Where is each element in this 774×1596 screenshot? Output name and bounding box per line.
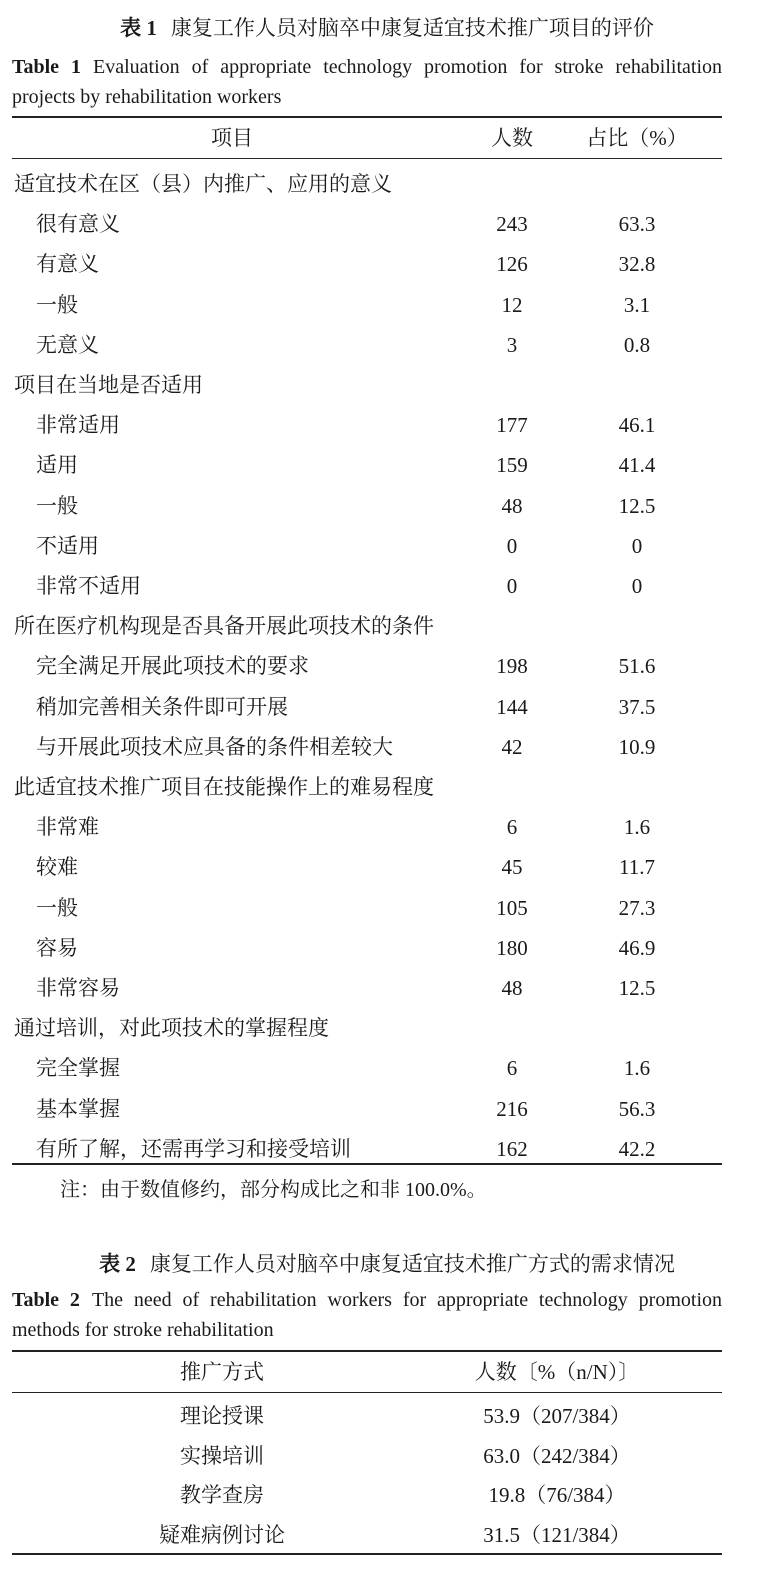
table1-category-row xyxy=(12,1008,722,1048)
table1-row xyxy=(12,526,722,566)
count-cell: 198 xyxy=(496,654,528,679)
item-label: 很有意义 xyxy=(36,212,120,237)
item-label: 与开展此项技术应具备的条件相差较大 xyxy=(36,734,393,759)
percent-cell: 46.9 xyxy=(618,935,656,960)
count-cell: 6 xyxy=(506,1056,518,1081)
table1-category-row xyxy=(12,164,722,204)
table2-header-row xyxy=(12,1352,722,1392)
item-label: 一般 xyxy=(36,493,78,518)
table2-label-en: Table 2 xyxy=(12,1289,80,1311)
percent-cell: 32.8 xyxy=(618,252,656,277)
table1-label-en: Table 1 xyxy=(12,56,82,78)
count-cell: 42 xyxy=(501,734,523,759)
table2-title-cn: 康复工作人员对脑卒中康复适宜技术推广方式的需求情况 xyxy=(149,1252,675,1276)
count-cell: 45 xyxy=(501,855,523,880)
percent-cell: 46.1 xyxy=(618,413,656,438)
item-label: 一般 xyxy=(36,895,78,920)
method-cell: 实操培训 xyxy=(180,1443,264,1468)
table1-row xyxy=(12,687,722,727)
percent-cell: 41.4 xyxy=(618,453,656,478)
item-label: 非常适用 xyxy=(36,413,120,438)
percent-cell: 63.3 xyxy=(618,212,656,237)
table1-header-count: 人数 xyxy=(491,126,533,150)
percent-cell: 42.2 xyxy=(618,1136,656,1161)
item-label: 非常难 xyxy=(36,815,99,840)
table1-row xyxy=(12,486,722,526)
item-label: 稍加完善相关条件即可开展 xyxy=(36,694,288,719)
table1-title-en: Evaluation of appropriate technology promotion for stroke rehabilitation projects by rehabilitation workers xyxy=(12,56,723,108)
item-label: 无意义 xyxy=(36,332,99,357)
item-label: 非常不适用 xyxy=(36,574,141,598)
table1-row xyxy=(12,847,722,887)
table2-header-method: 推广方式 xyxy=(180,1360,264,1384)
table2-title-en: The need of rehabilitation workers for appropriate technology promotion methods for stroke rehabilitation xyxy=(12,1289,722,1341)
percent-cell: 37.5 xyxy=(618,694,656,719)
table1-caption-cn xyxy=(0,14,774,42)
count-cell: 177 xyxy=(496,413,528,438)
table2-row xyxy=(12,1515,722,1555)
item-label: 完全满足开展此项技术的要求 xyxy=(36,654,309,679)
count-cell: 159 xyxy=(496,453,528,478)
percent-cell: 1.6 xyxy=(623,1056,651,1081)
table1-row xyxy=(12,204,722,244)
count-cell: 6 xyxy=(506,815,518,840)
category-label: 项目在当地是否适用 xyxy=(14,373,203,397)
table1-row xyxy=(12,928,722,968)
table1-row xyxy=(12,1089,722,1129)
category-label: 通过培训，对此项技术的掌握程度 xyxy=(14,1016,329,1041)
method-cell: 疑难病例讨论 xyxy=(159,1522,285,1547)
value-cell: 31.5（121/384） xyxy=(483,1522,631,1547)
count-cell: 0 xyxy=(506,533,518,558)
table2-caption-cn xyxy=(0,1250,774,1278)
item-label: 基本掌握 xyxy=(36,1096,120,1121)
table1-row xyxy=(12,445,722,485)
count-cell: 216 xyxy=(496,1096,528,1121)
table2-row xyxy=(12,1475,722,1515)
table1-header-item: 项目 xyxy=(211,126,253,150)
table1-label-cn: 表 1 xyxy=(120,16,157,40)
table1-row xyxy=(12,566,722,606)
percent-cell: 11.7 xyxy=(619,855,655,880)
table2-bottom-rule xyxy=(12,1553,722,1555)
table1-row xyxy=(12,646,722,686)
table1-note: 注：由于数值修约，部分构成比之和非 100.0%。 xyxy=(60,1179,487,1201)
table1-title-cn: 康复工作人员对脑卒中康复适宜技术推广项目的评价 xyxy=(170,16,654,40)
table1-header-row xyxy=(12,118,722,158)
count-cell: 3 xyxy=(506,332,518,357)
count-cell: 162 xyxy=(496,1136,528,1161)
table2-label-cn: 表 2 xyxy=(99,1252,136,1276)
count-cell: 144 xyxy=(496,694,528,719)
percent-cell: 0.8 xyxy=(623,332,651,357)
table1-row xyxy=(12,1048,722,1088)
value-cell: 19.8（76/384） xyxy=(488,1483,626,1507)
item-label: 容易 xyxy=(36,935,78,960)
category-label: 所在医疗机构现是否具备开展此项技术的条件 xyxy=(14,614,434,639)
value-cell: 63.0（242/384） xyxy=(483,1443,631,1468)
count-cell: 105 xyxy=(496,895,528,920)
table2-row xyxy=(12,1436,722,1476)
value-cell: 53.9（207/384） xyxy=(483,1404,631,1428)
table1-caption-en xyxy=(12,52,722,112)
table1-header-rule xyxy=(12,158,722,159)
item-label: 较难 xyxy=(36,855,78,880)
table1-category-row xyxy=(12,767,722,807)
percent-cell: 51.6 xyxy=(618,654,656,679)
table1-row xyxy=(12,285,722,325)
category-label: 此适宜技术推广项目在技能操作上的难易程度 xyxy=(14,775,434,799)
percent-cell: 0 xyxy=(631,574,643,598)
table1-category-row xyxy=(12,606,722,646)
count-cell: 48 xyxy=(501,976,523,1000)
table1-row xyxy=(12,807,722,847)
table1-bottom-rule xyxy=(12,1163,722,1165)
table1-category-row xyxy=(12,365,722,405)
table2-caption-en xyxy=(12,1285,722,1345)
table1-row xyxy=(12,968,722,1008)
item-label: 适用 xyxy=(36,453,78,478)
table1-row xyxy=(12,888,722,928)
percent-cell: 12.5 xyxy=(618,493,656,518)
item-label: 非常容易 xyxy=(36,976,120,1000)
percent-cell: 56.3 xyxy=(618,1096,656,1121)
table2-header-rule xyxy=(12,1392,722,1393)
count-cell: 48 xyxy=(501,493,523,518)
item-label: 一般 xyxy=(36,292,78,317)
item-label: 有意义 xyxy=(36,252,99,277)
percent-cell: 3.1 xyxy=(623,292,651,317)
count-cell: 126 xyxy=(496,252,528,277)
category-label: 适宜技术在区（县）内推广、应用的意义 xyxy=(14,172,392,196)
percent-cell: 1.6 xyxy=(623,815,651,840)
table1-header-pct: 占比（%） xyxy=(586,126,688,150)
count-cell: 243 xyxy=(496,212,528,237)
count-cell: 180 xyxy=(496,935,528,960)
table1-row xyxy=(12,727,722,767)
method-cell: 教学查房 xyxy=(180,1483,264,1507)
percent-cell: 0 xyxy=(631,533,643,558)
table2-header-value: 人数〔%（n/N）〕 xyxy=(474,1360,640,1384)
item-label: 不适用 xyxy=(36,533,99,558)
count-cell: 0 xyxy=(506,574,518,598)
item-label: 完全掌握 xyxy=(36,1056,120,1081)
method-cell: 理论授课 xyxy=(180,1404,264,1428)
count-cell: 12 xyxy=(501,292,523,317)
table1-row xyxy=(12,405,722,445)
percent-cell: 27.3 xyxy=(618,895,656,920)
table2-row xyxy=(12,1396,722,1436)
percent-cell: 10.9 xyxy=(618,734,656,759)
percent-cell: 12.5 xyxy=(618,976,656,1000)
item-label: 有所了解，还需再学习和接受培训 xyxy=(36,1136,351,1161)
table1-row xyxy=(12,325,722,365)
table1-row xyxy=(12,244,722,284)
